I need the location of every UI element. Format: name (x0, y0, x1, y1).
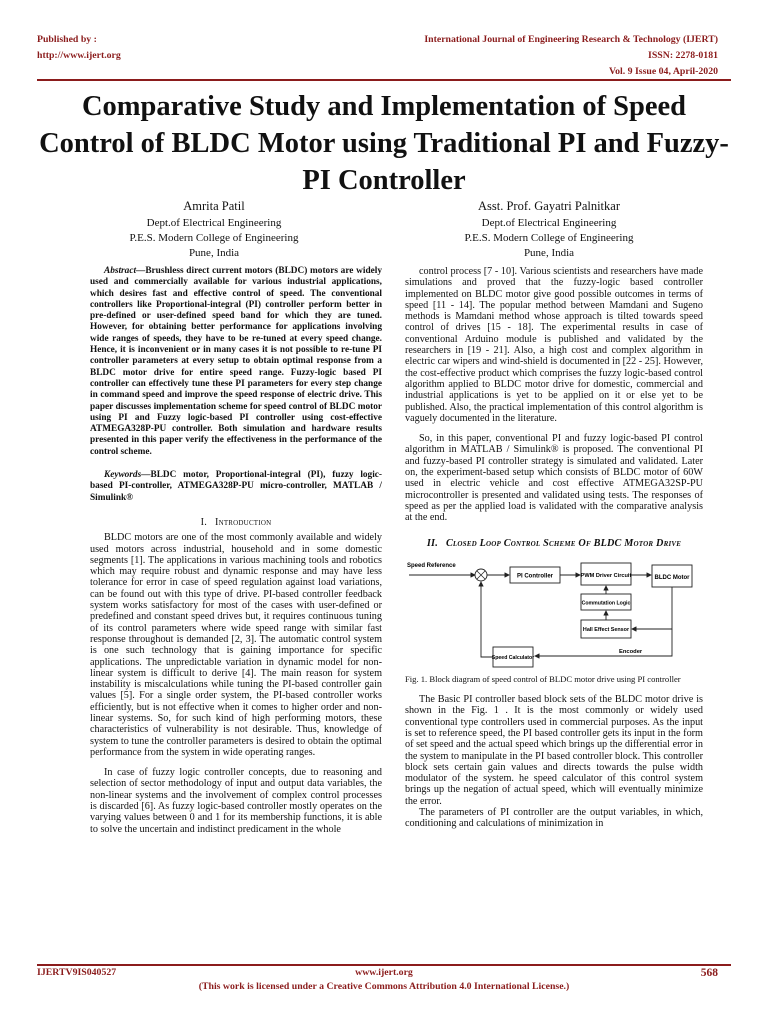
abstract-text: Brushless direct current motors (BLDC) motors are widely used and commercially available for various industrial applications, which desires fast and effective control of speed. The conventional controllers like Proportional-integral (PI) controller perform better in pre-defined or user-defined speed band for which they are tuned. However, for obtaining better performance for applications involving wide ranges of speeds, they have to be re-tuned at every speed change. Hence, it is inconvenient or in many cases it is not possible to re-tune PI controller parameters at every setup to obtain optimal response from a BLDC motor drive for entire speed range. Fuzzy-logic based PI controller can effectively tune these PI parameters for every step change in command speed and improve the speed response of electric drive. This paper discusses implementation scheme for speed control of BLDC motor using PI and Fuzzy logic-based PI controller using cost-effective ATMEGA328P-PU controller. Both simulation and hardware results presented in this paper verify the effectiveness in the performance of the control scheme. (90, 266, 382, 457)
author-college: P.E.S. Modern College of Engineering (129, 232, 299, 244)
paper-title: Comparative Study and Implementation of Speed Control of BLDC Motor using Traditional PI and Fuzzy-PI Controller (39, 91, 729, 196)
intro-paragraph-1: BLDC motors are one of the most commonly available and widely used motors across industrial, household and in some domestic segments [1]. The applications in various machining tools and robotics which may require robust and dynamic response and may have less tolerance for error in case of speed regulation against load variations, can be found out with this type of drive. PI-based controller feedback system works satisfactory for most of the cases with user-defined or predefined and constant speed drives but, it requires continuous tuning of its control parameters where wide speed range with similar fast response throughout is demanded [2, 3]. The automatic control system is one such technology that is gaining importance for specific applications. The unpredictable variation in dynamic model for non-linear system is difficult to derive [4]. The main reason for system instability is miscalculations while tuning the PI-based controller gain values [5]. For a single order system, the PI-based controller works efficiently, but is not effective when it comes to higher order and non-linear systems. So, for such kind of high performing motors, these characteristics of vulnerability is not desirable. Thus, knowledge of system to tune the controller parameters is desired to obtain the optimal performance from the system in wide operating ranges. (90, 532, 382, 758)
speed-calculator-label: Speed Calculator (491, 654, 535, 661)
right-paragraph-3: The Basic PI controller based block sets of the BLDC motor drive is shown in the Fig. 1 . It is the most commonly or widely used conventional type controllers used in commercial purposes. As the input is set to reference speed, the PI based controller gets its input in the form of set speed and the actual speed which brings up the differential error in the system to manipulate in the PI based controller block. This controller block sets certain gain values and directs towards the pulse width modulator of the system. he speed calculator of this control system brings up the negation of actual speed, which will eventually minimize the error. (405, 694, 703, 807)
abstract-lead: Abstract— (104, 266, 146, 276)
section-heading-closed-loop (405, 537, 703, 550)
header-left (37, 32, 121, 64)
author-city: Pune, India (523, 247, 575, 259)
author-dept: Dept.of Electrical Engineering (146, 217, 282, 229)
author-block-2 (429, 198, 669, 261)
header-divider (37, 79, 731, 81)
pi-controller-label: PI Controller (516, 573, 554, 580)
publisher-label: Published by : (37, 34, 97, 45)
header-right (424, 32, 718, 80)
author-name: Asst. Prof. Gayatri Palnitkar (478, 199, 620, 213)
bldc-motor-label: BLDC Motor (654, 574, 690, 581)
footer-url[interactable]: www.ijert.org (355, 967, 413, 978)
block-diagram-figure (405, 558, 703, 670)
page-number: 568 (700, 967, 718, 979)
license-text: (This work is licensed under a Creative Commons Attribution 4.0 International License.) (198, 981, 570, 992)
journal-name: International Journal of Engineering Research & Technology (IJERT) (424, 34, 718, 45)
footer-center (0, 966, 768, 994)
section-heading-introduction (90, 517, 382, 528)
keywords-text: BLDC motor, Proportional-integral (PI), fuzzy logic-based PI-controller, ATMEGA328P-PU micro-controller, MATLAB / Simulink® (90, 470, 382, 503)
author-block-1 (94, 198, 334, 261)
author-city: Pune, India (188, 247, 240, 259)
left-column (90, 266, 382, 835)
block-diagram (405, 558, 703, 670)
intro-paragraph-2: In case of fuzzy logic controller concepts, due to reasoning and selection of sector methodology of input and output data variables, the non-linear systems and the involvement of complex control processes is discarded [6]. As fuzzy logic-based controller mostly operates on the varying values between 0 and 1 for its membership functions, it is able to solve the uncertain and indistinct predicament in the whole (90, 767, 382, 835)
section-number: I. (200, 516, 207, 528)
section-title: Introduction (214, 516, 272, 528)
volume-issue: Vol. 9 Issue 04, April-2020 (608, 66, 718, 77)
right-paragraph-1: control process [7 - 10]. Various scientists and researchers have made simulations and proved that the fuzzy-logic based controller implemented on BLDC motor give good possible outcomes in terms of speed [11 - 14]. The popular method between Mamdani and Sugeno methods is Mamdani method whose approach is tilted towards speed control of drives [15 - 18]. The experimental results in case of conventional Arduino module is published and validated by the researchers in [19 - 21]. Also, a high cost and complex algorithm in electric car wipers and wind-shield is documented in [22 - 25]. However, the cost-effective product which comprises the fuzzy logic-based control algorithm applied to BLDC motor drive for domestic, commercial and industrial applications is yet to be applied on it or else yet to be published. Also, the practical implementation of this control algorithm is vaguely documented in the literature. (405, 266, 703, 424)
encoder-label: Encoder (619, 648, 643, 655)
publisher-url[interactable]: http://www.ijert.org (37, 50, 121, 61)
keywords (90, 470, 382, 504)
author-name: Amrita Patil (183, 199, 245, 213)
figure-caption: Fig. 1. Block diagram of speed control of BLDC motor drive using PI controller (405, 673, 681, 684)
speed-reference-label: Speed Reference (407, 562, 456, 569)
right-column (405, 266, 703, 830)
section-title: Closed Loop Control Scheme Of BLDC Motor Drive (445, 537, 682, 549)
issn: ISSN: 2278-0181 (648, 50, 718, 61)
author-dept: Dept.of Electrical Engineering (481, 217, 617, 229)
section-number: II. (426, 537, 438, 549)
right-paragraph-2: So, in this paper, conventional PI and fuzzy logic-based PI control algorithm in MATLAB / Simulink® is proposed. The conventional PI and fuzzy-based PI controller strategy is simulated and validated. Later on, the experiment-based setup which consists of BLDC motor of 60W used in electric vehicle and cost effective ATMEGA32SP-PU microcontroller is presented and validated using tests. The responses of speed as per the applied load is validated with the comparative analysis at the end. (405, 433, 703, 524)
hall-sensor-label: Hall Effect Sensor (582, 626, 630, 633)
abstract (90, 266, 382, 458)
keywords-lead: Keywords— (104, 470, 151, 481)
paper-id: IJERTV9IS040527 (37, 967, 117, 978)
commutation-logic-label: Commutation Logic (581, 600, 631, 607)
right-paragraph-4: The parameters of PI controller are the output variables, in which, conditioning and calculations of minimization in (405, 807, 703, 830)
author-college: P.E.S. Modern College of Engineering (464, 232, 634, 244)
pwm-driver-label: PWM Driver Circuit (580, 572, 632, 579)
